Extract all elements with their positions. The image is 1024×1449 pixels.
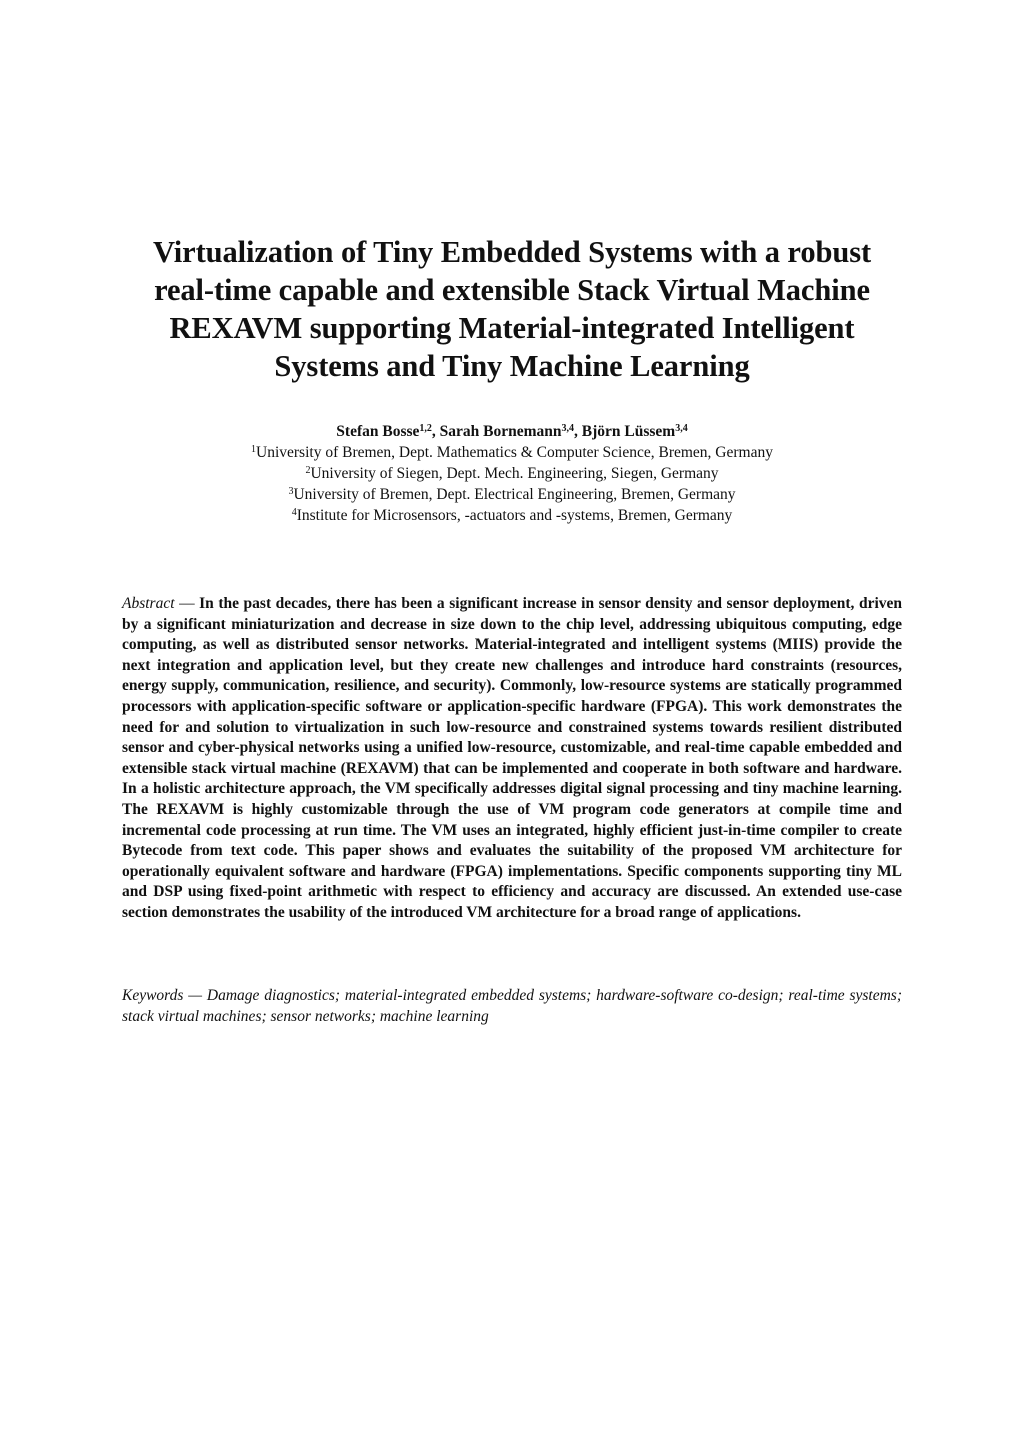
author-name: Stefan Bosse xyxy=(336,423,420,440)
title-line: real-time capable and extensible Stack Virtual Machine xyxy=(154,273,870,307)
title-line: REXAVM supporting Material-integrated Intelligent xyxy=(169,311,855,345)
affiliation xyxy=(100,463,924,484)
affiliation xyxy=(100,442,924,463)
author-block xyxy=(100,421,924,526)
affiliation xyxy=(100,484,924,505)
author-separator: , xyxy=(574,423,582,440)
paper-title xyxy=(100,233,924,385)
author-name: Björn Lüssem xyxy=(581,423,676,440)
affiliation xyxy=(100,505,924,526)
keywords-label: Keywords xyxy=(122,987,184,1004)
author-separator: , xyxy=(431,423,440,440)
affiliation-text: Institute for Microsensors, -actuators and -systems, Bremen, Germany xyxy=(296,507,733,524)
title-line: Systems and Tiny Machine Learning xyxy=(274,349,750,383)
abstract-text: In the past decades, there has been a significant increase in sensor density and sensor deployment, driven by a significant miniaturization and decrease in size down to the chip level, addressing ubiquitous computing, edge computing, as well as distributed sensor networks. Material-integrated and intelligent systems (MIIS) provide the next integration and application level, but they create new challenges and introduce hard constraints (resources, energy supply, communication, resilience, and security). Commonly, low-resource systems are statically programmed processors with application-specific software or application-specific hardware (FPGA). This work demonstrates the need for and solution to virtualization in such low-resource and constrained systems towards resilient distributed sensor and cyber-physical networks using a unified low-resource, customizable, and real-time capable embedded and extensible stack virtual machine (REXAVM) that can be implemented and cooperate in both software and hardware. In a holistic architecture approach, the VM specifically addresses digital signal processing and tiny machine learning. The REXAVM is highly customizable through the use of VM program code generators at compile time and incremental code processing at run time. The VM uses an integrated, highly efficient just-in-time compiler to create Bytecode from text code. This paper shows and evaluates the suitability of the proposed VM architecture for operationally equivalent software and hardware (FPGA) implementations. Specific components supporting tiny ML and DSP using fixed-point arithmetic with respect to efficiency and accuracy are discussed. An extended use-case section demonstrates the usability of the introduced VM architecture for a broad range of applications. xyxy=(122,595,903,921)
title-line: Virtualization of Tiny Embedded Systems with a robust xyxy=(152,235,872,269)
author-list xyxy=(100,421,924,442)
abstract-dash: — xyxy=(174,595,200,612)
abstract-label: Abstract xyxy=(122,595,175,612)
abstract xyxy=(122,594,902,924)
affiliation-marker: 2 xyxy=(305,465,311,476)
affiliation-marker: 4 xyxy=(291,507,297,518)
keywords-dash: — xyxy=(183,987,207,1004)
affiliation-text: University of Bremen, Dept. Electrical Engineering, Bremen, Germany xyxy=(293,486,736,503)
author-affiliation-marker: 1,2 xyxy=(419,423,432,434)
affiliation-text: University of Bremen, Dept. Mathematics & Computer Science, Bremen, Germany xyxy=(256,444,773,461)
author-affiliation-marker: 3,4 xyxy=(561,423,575,434)
affiliation-marker: 3 xyxy=(288,486,294,497)
affiliation-text: University of Siegen, Dept. Mech. Engineering, Siegen, Germany xyxy=(310,465,719,482)
keywords-text: Damage diagnostics; material-integrated embedded systems; hardware-software co-design; real-time systems; stack virtual machines; sensor networks; machine learning xyxy=(122,987,902,1025)
keywords xyxy=(122,986,902,1027)
author-name: Sarah Bornemann xyxy=(439,423,562,440)
affiliation-marker: 1 xyxy=(251,444,257,455)
author-affiliation-marker: 3,4 xyxy=(675,423,688,434)
